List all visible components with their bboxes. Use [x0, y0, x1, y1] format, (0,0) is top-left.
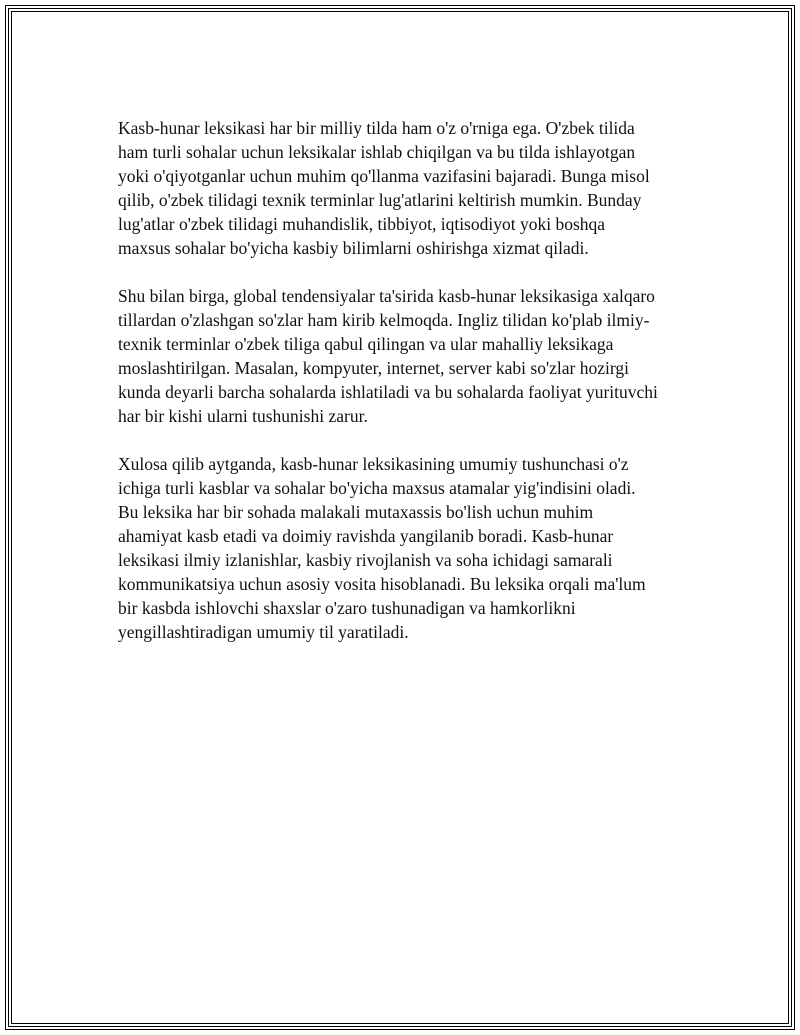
- text-line: leksikasi ilmiy izlanishlar, kasbiy rivojlanish va soha ichidagi samarali: [118, 550, 613, 570]
- text-line: qilib, o'zbek tilidagi texnik terminlar lug'atlarini keltirish mumkin. Bunday: [118, 190, 642, 210]
- text-line: maxsus sohalar bo'yicha kasbiy bilimlarni oshirishga xizmat qiladi.: [118, 238, 589, 258]
- text-line: lug'atlar o'zbek tilidagi muhandislik, tibbiyot, iqtisodiyot yoki boshqa: [118, 214, 606, 234]
- text-line: moslashtirilgan. Masalan, kompyuter, internet, server kabi so'zlar hozirgi: [118, 358, 629, 378]
- text-line: yoki o'qiyotganlar uchun muhim qo'llanma vazifasini bajaradi. Bunga misol: [118, 166, 650, 186]
- text-line: Xulosa qilib aytganda, kasb-hunar leksikasining umumiy tushunchasi o'z: [118, 454, 629, 474]
- text-line: ham turli sohalar uchun leksikalar ishlab chiqilgan va bu tilda ishlayotgan: [118, 142, 636, 162]
- text-line: yengillashtiradigan umumiy til yaratiladi.: [118, 622, 409, 642]
- paragraph-2: [118, 284, 690, 428]
- text-line: texnik terminlar o'zbek tiliga qabul qilingan va ular mahalliy leksikaga: [118, 334, 614, 354]
- text-line: bir kasbda ishlovchi shaxslar o'zaro tushunadigan va hamkorlikni: [118, 598, 576, 618]
- text-line: har bir kishi ularni tushunishi zarur.: [118, 406, 368, 426]
- document-body: [118, 116, 690, 668]
- text-line: ahamiyat kasb etadi va doimiy ravishda yangilanib boradi. Kasb-hunar: [118, 526, 614, 546]
- text-line: ichiga turli kasblar va sohalar bo'yicha maxsus atamalar yig'indisini oladi.: [118, 478, 636, 498]
- paragraph-3: [118, 452, 690, 644]
- text-line: kunda deyarli barcha sohalarda ishlatiladi va bu sohalarda faoliyat yurituvchi: [118, 382, 658, 402]
- text-line: tillardan o'zlashgan so'zlar ham kirib kelmoqda. Ingliz tilidan ko'plab ilmiy-: [118, 310, 650, 330]
- text-line: Bu leksika har bir sohada malakali mutaxassis bo'lish uchun muhim: [118, 502, 594, 522]
- paragraph-1: [118, 116, 690, 260]
- text-line: kommunikatsiya uchun asosiy vosita hisoblanadi. Bu leksika orqali ma'lum: [118, 574, 646, 594]
- text-line: Kasb-hunar leksikasi har bir milliy tilda ham o'z o'rniga ega. O'zbek tilida: [118, 118, 635, 138]
- text-line: Shu bilan birga, global tendensiyalar ta'sirida kasb-hunar leksikasiga xalqaro: [118, 286, 655, 306]
